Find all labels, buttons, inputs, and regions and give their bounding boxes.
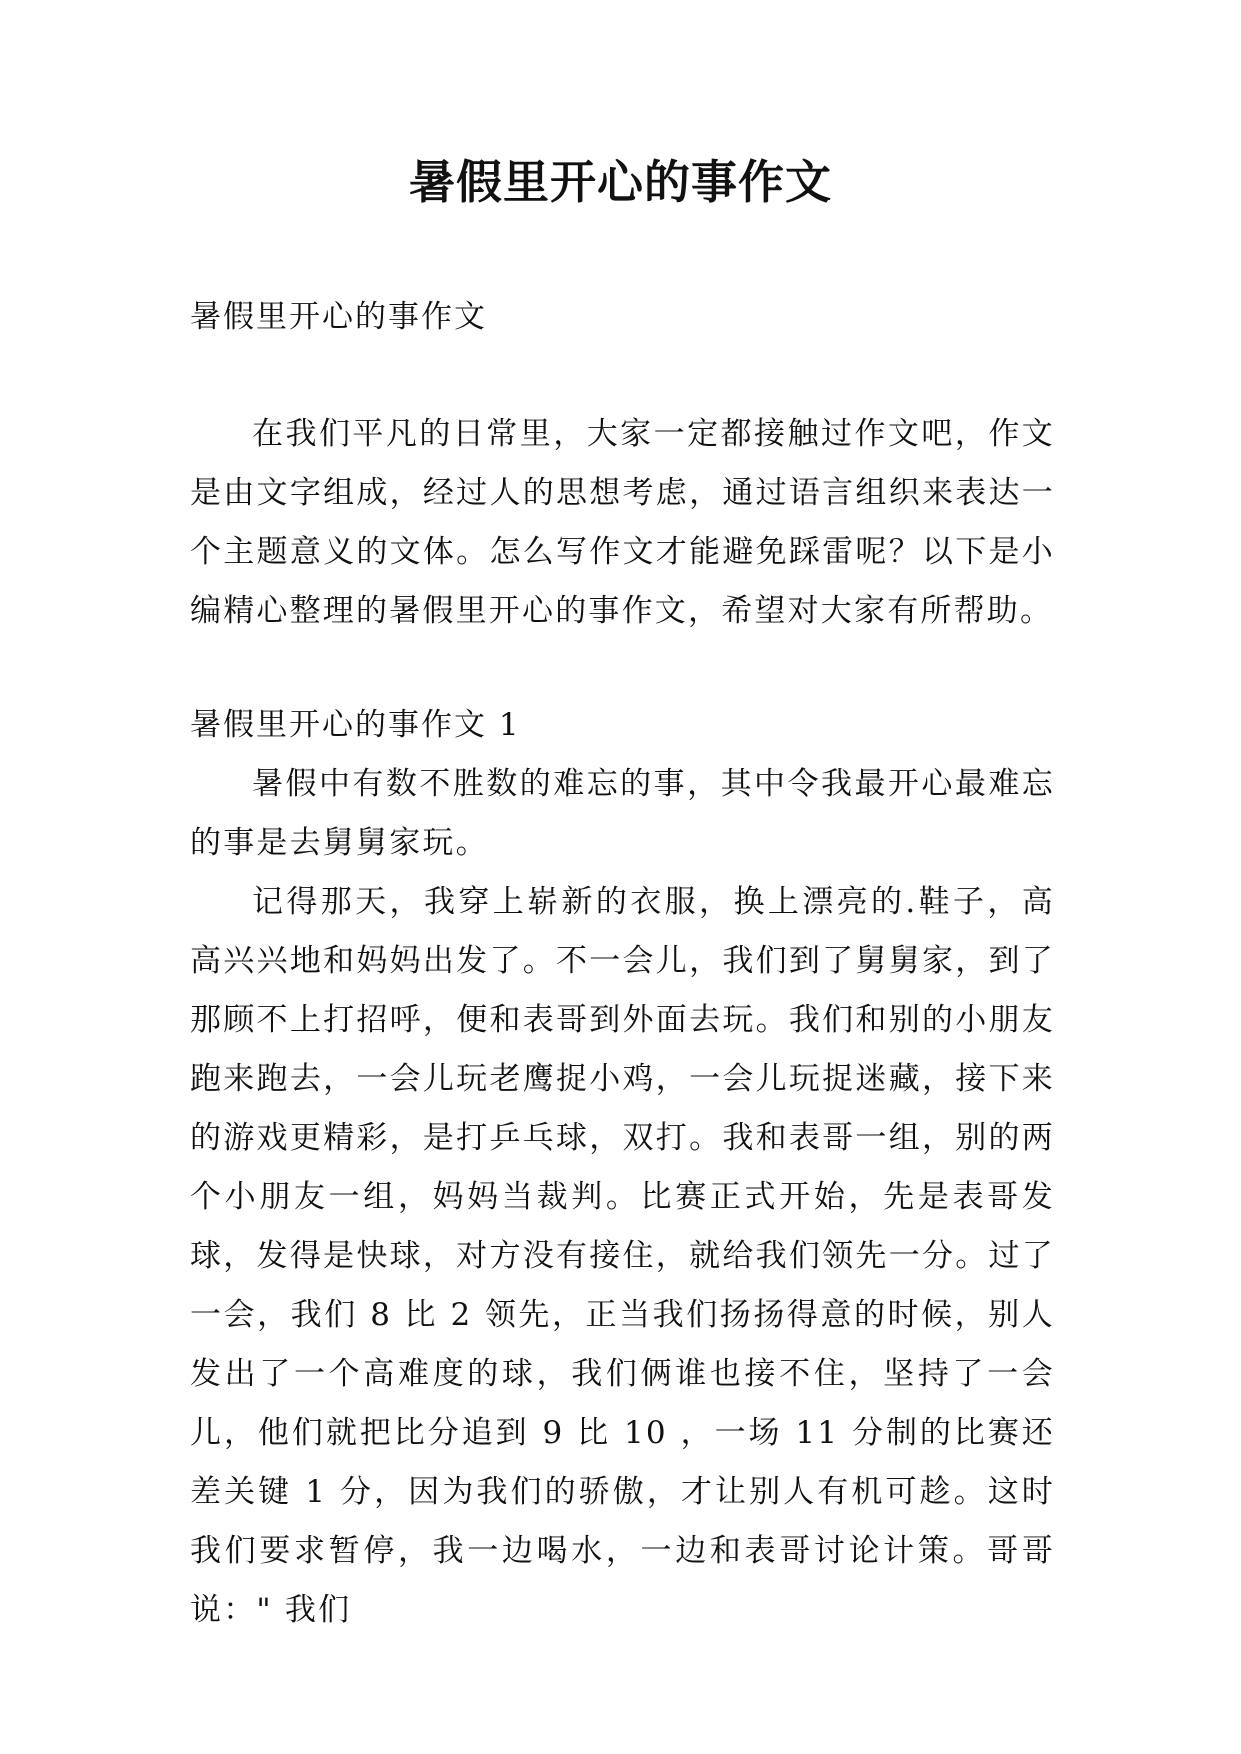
essay-heading: 暑假里开心的事作文 1 [190,707,521,743]
essay-body [190,755,1055,1640]
intro-paragraph: 在我们平凡的日常里，大家一定都接触过作文吧，作文是由文字组成，经过人的思想考虑，通过语言组织来表达一个主题意义的文体。怎么写作文才能避免踩雷呢？以下是小编精心整理的暑假里开心的事作文，希望对大家有所帮助。 [190,416,1055,629]
essay-paragraph: 暑假中有数不胜数的难忘的事，其中令我最开心最难忘的事是去舅舅家玩。 [190,766,1055,861]
document-title: 暑假里开心的事作文 [409,155,832,209]
intro-section [190,405,1055,641]
document-subtitle: 暑假里开心的事作文 [190,299,487,335]
essay-paragraph: 记得那天，我穿上崭新的衣服，换上漂亮的.鞋子，高高兴兴地和妈妈出发了。不一会儿，我们到了舅舅家，到了那顾不上打招呼，便和表哥到外面去玩。我们和别的小朋友跑来跑去，一会儿玩老鹰捉小鸡，一会儿玩捉迷藏，接下来的游戏更精彩，是打乒乓球，双打。我和表哥一组，别的两个小朋友一组，妈妈当裁判。比赛正式开始，先是表哥发球，发得是快球，对方没有接住，就给我们领先一分。过了一会，我们 8 比 2 领先，正当我们扬扬得意的时候，别人发出了一个高难度的球，我们俩谁也接不住，坚持了一会儿，他们就把比分追到 9 比 10 ，一场 11 分制的比赛还差关键 1 分，因为我们的骄傲，才让别人有机可趁。这时我们要求暂停，我一边喝水，一边和表哥讨论计策。哥哥说：" 我们 [190,884,1056,1628]
